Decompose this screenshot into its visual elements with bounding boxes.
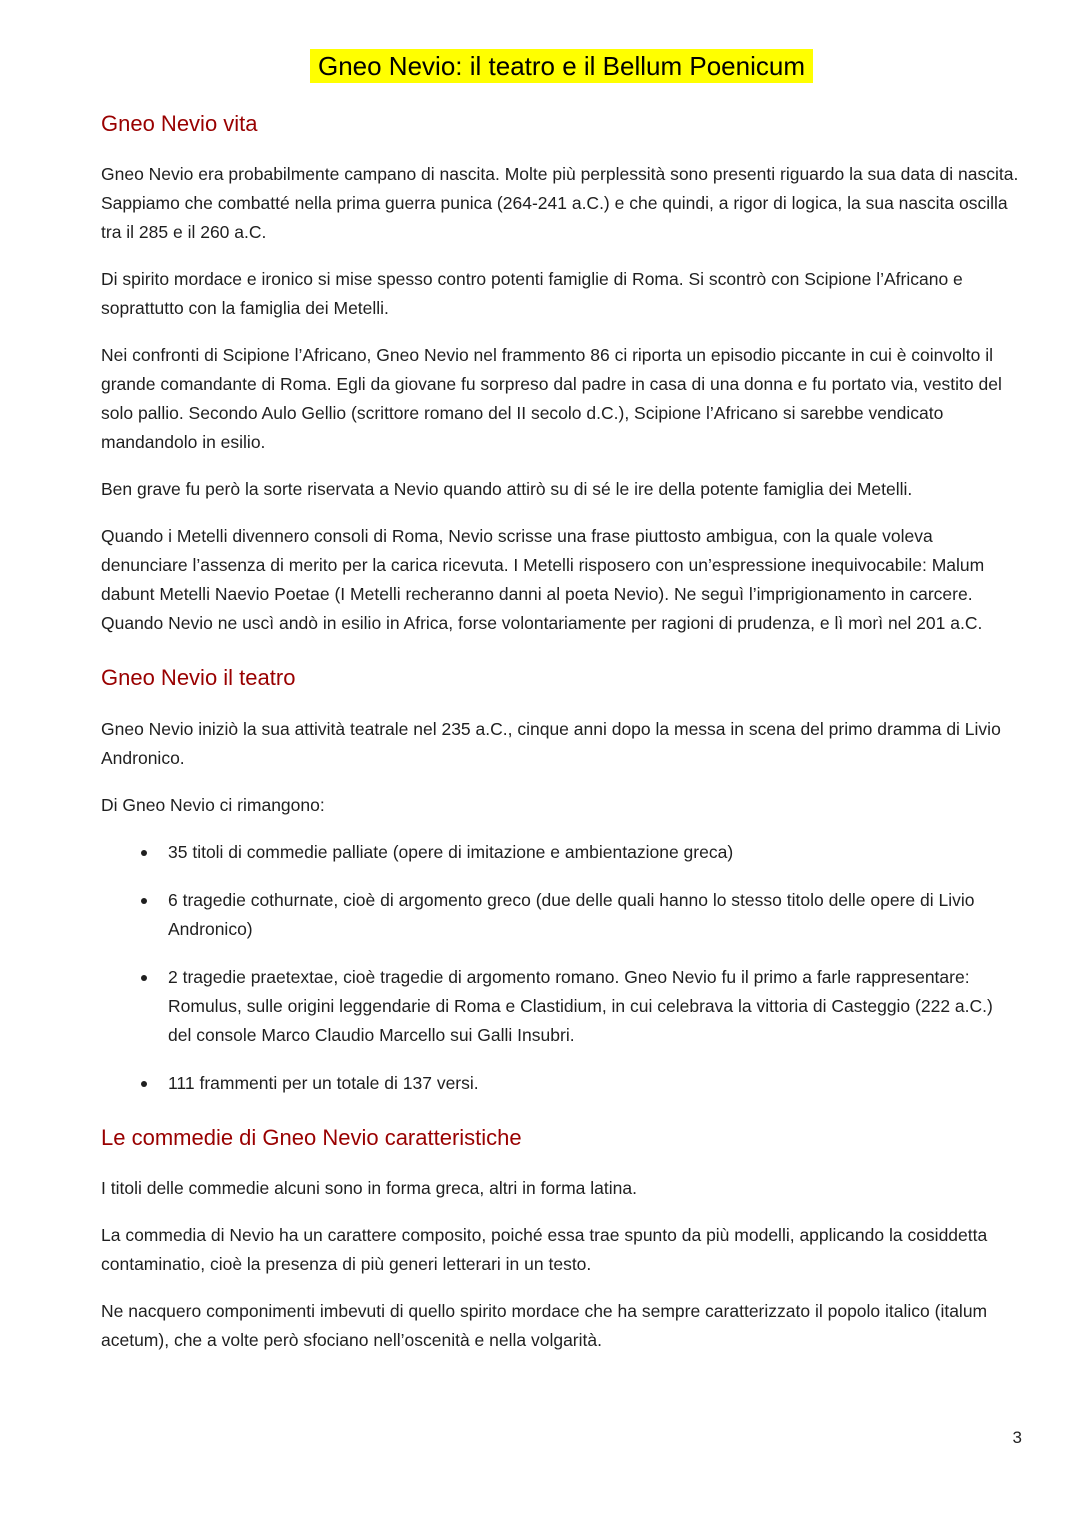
page-number: 3 [1012, 1428, 1022, 1447]
page-title [101, 50, 1022, 84]
list-item: 2 tragedie praetextae, cioè tragedie di argomento romano. Gneo Nevio fu il primo a farle rappresentare: Romulus, sulle origini leggendarie di Roma e Clastidium, in cui celebrava la vittoria di Casteggio (222 a.C.) del console Marco Claudio Marcello sui Galli Insubri. [168, 963, 1022, 1050]
paragraph: Di Gneo Nevio ci rimangono: [101, 794, 325, 815]
section-heading-teatro: Gneo Nevio il teatro [101, 665, 296, 691]
paragraph: Gneo Nevio iniziò la sua attività teatrale nel 235 a.C., cinque anni dopo la messa in scena del primo dramma di Livio Andronico. [101, 718, 1001, 768]
bullet-list [101, 838, 1022, 1098]
paragraph: Ben grave fu però la sorte riservata a Nevio quando attirò su di sé le ire della potente famiglia dei Metelli. [101, 479, 913, 500]
paragraph: Di spirito mordace e ironico si mise spesso contro potenti famiglie di Roma. Si scontrò con Scipione l’Africano e soprattutto con la famiglia dei Metelli. [101, 269, 963, 319]
paragraph: La commedia di Nevio ha un carattere composito, poiché essa trae spunto da più modelli, applicando la cosiddetta contaminatio, cioè la presenza di più generi letterari in un testo. [101, 1225, 988, 1275]
section-heading-commedie: Le commedie di Gneo Nevio caratteristiche [101, 1124, 522, 1150]
paragraph: Ne nacquero componimenti imbevuti di quello spirito mordace che ha sempre caratterizzato il popolo italico (italum acetum), che a volte però sfociano nell’oscenità e nella volgarità. [101, 1301, 988, 1351]
list-item: 111 frammenti per un totale di 137 versi. [168, 1069, 1022, 1098]
paragraph: Nei confronti di Scipione l’Africano, Gneo Nevio nel frammento 86 ci riporta un episodio piccante in cui è coinvolto il grande comandante di Roma. Egli da giovane fu sorpreso dal padre in casa di una donna e fu portato via, vestito del solo pallio. Secondo Aulo Gellio (scrittore romano del II secolo d.C.), Scipione l’Africano si sarebbe vendicato mandandolo in esilio. [101, 345, 1002, 453]
list-item: 35 titoli di commedie palliate (opere di imitazione e ambientazione greca) [168, 838, 1022, 867]
list-item: 6 tragedie cothurnate, cioè di argomento greco (due delle quali hanno lo stesso titolo delle opere di Livio Andronico) [168, 886, 1022, 944]
paragraph: I titoli delle commedie alcuni sono in forma greca, altri in forma latina. [101, 1178, 637, 1199]
paragraph: Gneo Nevio era probabilmente campano di nascita. Molte più perplessità sono presenti riguardo la sua data di nascita. Sappiamo che combatté nella prima guerra punica (264-241 a.C.) e che quindi, a rigor di logica, la sua nascita oscilla tra il 285 e il 260 a.C. [101, 164, 1019, 243]
section-heading-vita: Gneo Nevio vita [101, 110, 258, 136]
paragraph: Quando i Metelli divennero consoli di Roma, Nevio scrisse una frase piuttosto ambigua, con la quale voleva denunciare l’assenza di merito per la carica ricevuta. I Metelli risposero con un’espressione inequivocabile: Malum dabunt Metelli Naevio Poetae (I Metelli recheranno danni al poeta Nevio). Ne seguì l’imprigionamento in carcere. Quando Nevio ne uscì andò in esilio in Africa, forse volontariamente per ragioni di prudenza, e lì morì nel 201 a.C. [101, 526, 985, 634]
title-highlight: Gneo Nevio: il teatro e il Bellum Poenicum [310, 49, 813, 83]
